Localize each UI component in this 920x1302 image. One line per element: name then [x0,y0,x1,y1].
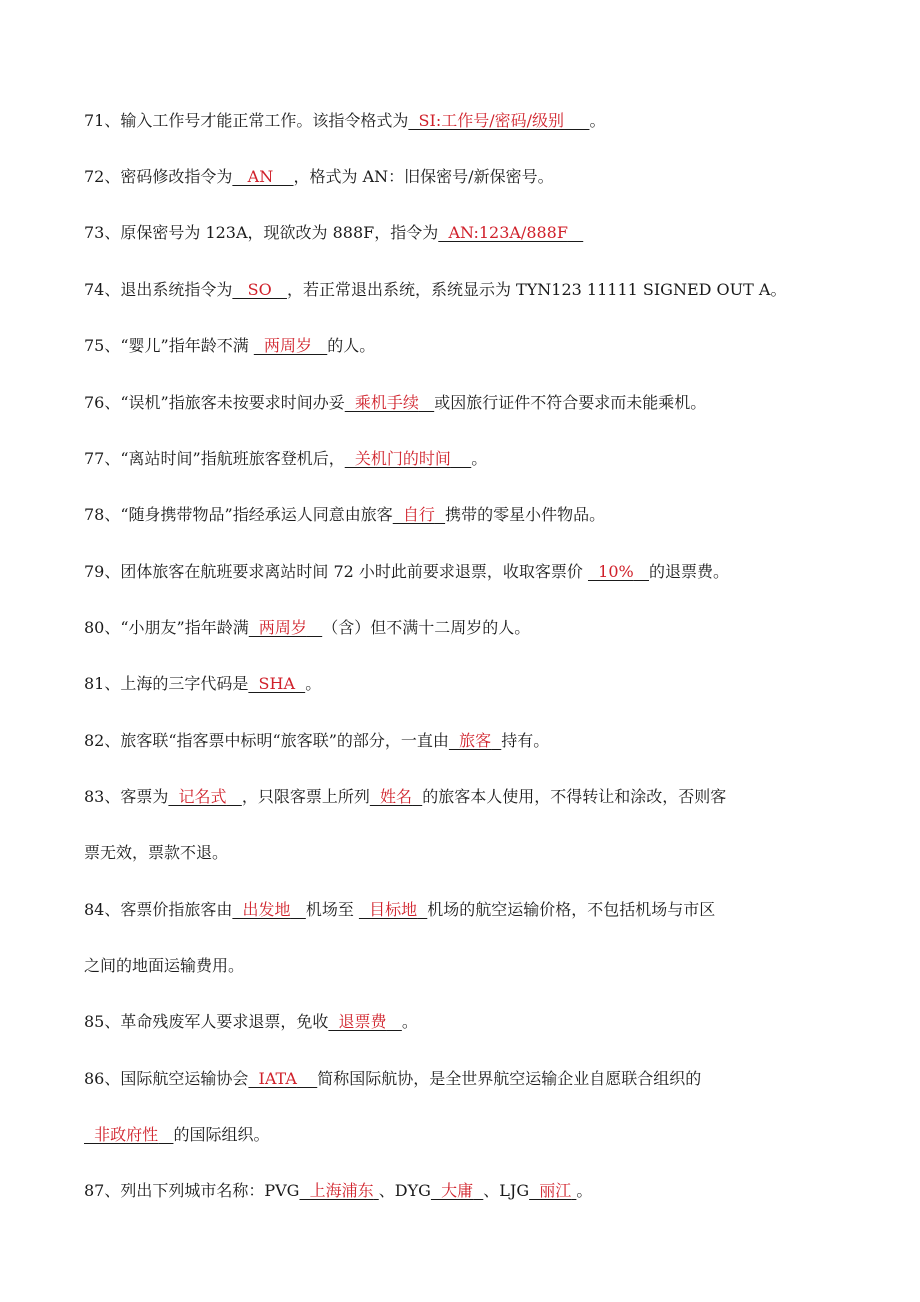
answer-text: 退票费 [328,1012,387,1031]
answer-text: 姓名 [369,787,413,806]
answer-blank [295,674,305,693]
question-74 [84,280,786,300]
answer-blank [312,336,327,355]
answer-text: 自行 [392,505,435,524]
question-85 [84,1012,418,1032]
question-text: 83、客票为 [84,787,169,806]
question-text: 机场的航空运输价格，不包括机场与市区 [427,900,716,919]
answer-blank [307,618,322,637]
question-text: 的退票费。 [648,562,729,581]
answer-blank [158,1125,173,1144]
question-text: ，若正常退出系统，系统显示为 TYN123 11111 SIGNED OUT A。 [286,280,787,299]
question-text: 74、退出系统指令为 [84,280,233,299]
answer-blank [634,562,649,581]
question-86 [84,1069,701,1089]
answer-text: 两周岁 [253,336,312,355]
question-text: 票无效，票款不退。 [84,843,229,862]
answer-text: 乘机手续 [344,393,419,412]
question-text: ，只限客票上所列 [241,787,370,806]
question-text: 77、“离站时间”指航班旅客登机后， [84,449,345,468]
answer-text: AN [232,167,294,186]
answer-blank [412,787,422,806]
question-80 [84,618,530,638]
question-text: 84、客票价指旅客由 [84,900,233,919]
question-71 [84,111,605,131]
question-text: 。 [589,111,606,130]
answer-text: 非政府性 [84,1125,159,1144]
question-73 [84,223,583,243]
answer-text: 大庸 [430,1181,474,1200]
question-text: 78、“随身携带物品”指经承运人同意由旅客 [84,505,393,524]
question-text: 、DYG [378,1181,431,1200]
answer-blank [451,449,471,468]
answer-text: 上海浦东 [299,1181,374,1200]
answer-blank [291,900,306,919]
question-text: 之间的地面运输费用。 [84,956,245,975]
question-text: （含）但不满十二周岁的人。 [322,618,531,637]
question-text: 持有。 [501,731,550,750]
question-75 [84,336,375,356]
question-text: 。 [401,1012,418,1031]
answer-blank [435,505,445,524]
answer-text: SO [232,280,287,299]
question-86-continued [84,1125,269,1145]
question-text: 86、国际航空运输协会 [84,1069,249,1088]
question-text: 、LJG [483,1181,530,1200]
answer-text: AN:123A/888F [438,223,568,242]
question-text: 71、输入工作号才能正常工作。该指令格式为 [84,111,409,130]
question-text: 75、“婴儿”指年龄不满 [84,336,254,355]
question-79 [84,562,729,582]
answer-blank [417,900,427,919]
answer-text: IATA [248,1069,297,1088]
answer-text: 10% [587,562,634,581]
question-text: 82、旅客联“指客票中标明“旅客联”的部分，一直由 [84,731,449,750]
question-87 [84,1181,592,1201]
answer-text: 目标地 [358,900,418,919]
answer-text: 两周岁 [248,618,307,637]
question-text: 携带的零星小件物品。 [445,505,606,524]
question-text: 87、列出下列城市名称：PVG [84,1181,300,1200]
question-text: 。 [305,674,322,693]
question-text: 81、上海的三字代码是 [84,674,249,693]
question-text: 机场至 [305,900,359,919]
answer-text: 出发地 [232,900,291,919]
question-text: 或因旅行证件不符合要求而未能乘机。 [434,393,707,412]
answer-text: 记名式 [168,787,227,806]
answer-text: 关机门的时间 [344,449,451,468]
question-text: 。 [576,1181,593,1200]
question-text: 简称国际航协，是全世界航空运输企业自愿联合组织的 [317,1069,702,1088]
answer-blank [387,1012,402,1031]
answer-text: 旅客 [448,731,492,750]
question-77 [84,449,487,469]
question-text: 72、密码修改指令为 [84,167,233,186]
question-text: 73、原保密号为 123A，现欲改为 888F，指令为 [84,223,439,242]
answer-text: SI:工作号/密码/级别 [408,111,565,130]
question-text: 76、“误机”指旅客未按要求时间办妥 [84,393,345,412]
question-76 [84,393,706,413]
question-82 [84,731,549,751]
answer-blank [419,393,434,412]
question-83-continued [84,843,228,863]
question-text: 的人。 [327,336,376,355]
question-83 [84,787,726,807]
question-81 [84,674,321,694]
answer-text: 丽江 [529,1181,572,1200]
question-text: 的旅客本人使用，不得转让和涂改，否则客 [422,787,727,806]
answer-blank [227,787,242,806]
question-text: 。 [471,449,488,468]
answer-blank [568,223,583,242]
question-text: 79、团体旅客在航班要求离站时间 72 小时此前要求退票，收取客票价 [84,562,588,581]
question-text: ，格式为 AN：旧保密号/新保密号。 [293,167,554,186]
answer-blank [491,731,501,750]
question-text: 80、“小朋友”指年龄满 [84,618,249,637]
answer-blank [564,111,589,130]
question-84-continued [84,956,244,976]
answer-blank [473,1181,483,1200]
question-78 [84,505,605,525]
answer-blank [297,1069,317,1088]
question-text: 85、革命残废军人要求退票，免收 [84,1012,329,1031]
question-84 [84,900,715,920]
question-text: 的国际组织。 [173,1125,270,1144]
answer-text: SHA [248,674,296,693]
question-72 [84,167,554,187]
